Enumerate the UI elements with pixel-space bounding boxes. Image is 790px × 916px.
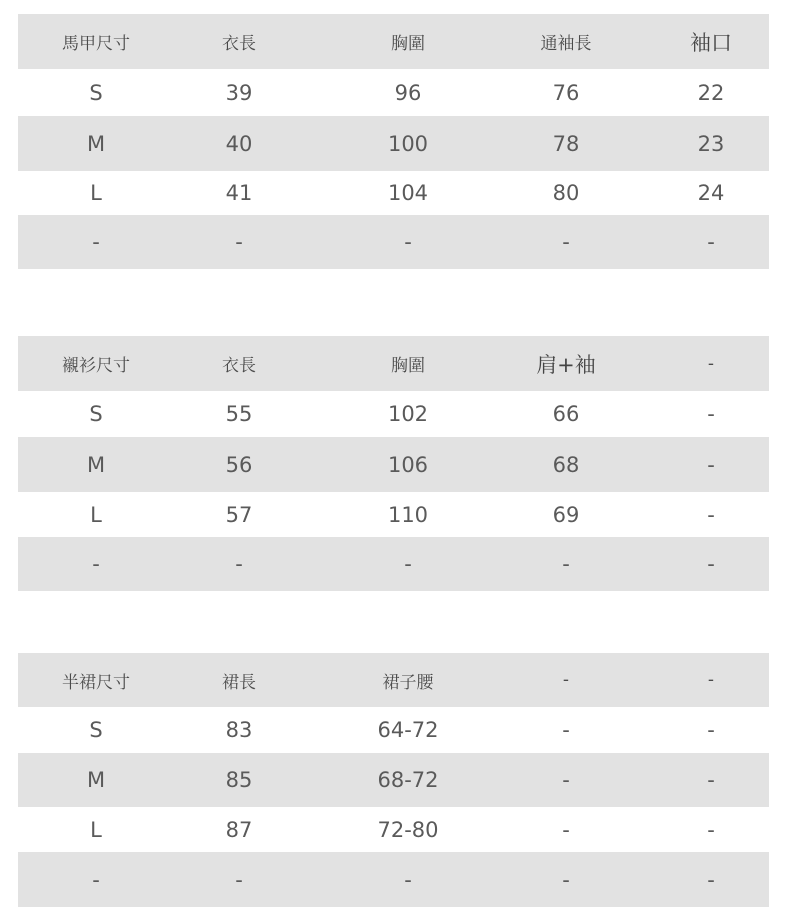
table-row: [18, 492, 769, 537]
table-cell: 55: [225, 402, 253, 426]
table-cell: S: [89, 718, 103, 742]
table-cell: S: [89, 402, 103, 426]
table-cell: -: [562, 552, 570, 576]
header-cell: 通袖長: [540, 34, 592, 54]
header-cell: 肩+袖: [536, 352, 596, 377]
table-cell: -: [92, 230, 100, 254]
table-row: [18, 391, 769, 437]
table-cell: 69: [552, 502, 580, 527]
table-row: [18, 116, 769, 171]
table-cell: 22: [697, 80, 725, 105]
header-cell: -: [707, 670, 715, 690]
table-cell: 100: [387, 131, 429, 156]
table-row: [18, 437, 769, 492]
table-cell: 56: [225, 452, 253, 477]
table-cell: 24: [697, 181, 725, 205]
table-cell: -: [404, 867, 412, 892]
table-cell: 66: [552, 402, 580, 426]
table-cell: 102: [387, 402, 429, 426]
table-cell: S: [89, 80, 103, 105]
table-cell: 57: [225, 502, 253, 527]
table-cell: 83: [225, 718, 253, 742]
table-cell: -: [92, 552, 100, 576]
header-cell: 袖口: [690, 30, 732, 55]
table-cell: M: [86, 768, 106, 792]
table-row: [18, 852, 769, 907]
table-cell: -: [707, 817, 715, 842]
table-cell: 106: [387, 452, 429, 477]
table-cell: -: [707, 867, 715, 892]
table-cell: 76: [552, 80, 580, 105]
table-cell: L: [90, 502, 102, 527]
header-cell: 馬甲尺寸: [62, 34, 130, 54]
table-header-row: [18, 336, 769, 391]
table-cell: 80: [552, 181, 580, 205]
table-cell: 68: [552, 452, 580, 477]
table-cell: -: [404, 552, 412, 576]
table-cell: 39: [225, 80, 253, 105]
table-cell: 87: [225, 817, 253, 842]
table-cell: 64-72: [377, 718, 439, 742]
shirt-size-table: [18, 336, 769, 591]
table-header-row: [18, 653, 769, 707]
header-cell: 裙子腰: [382, 672, 434, 693]
header-cell: 胸圍: [391, 34, 425, 54]
table-row: [18, 753, 769, 807]
table-cell: -: [235, 867, 243, 892]
header-cell: 半裙尺寸: [62, 672, 130, 693]
table-row: [18, 215, 769, 269]
table-row: [18, 807, 769, 852]
table-cell: -: [562, 867, 570, 892]
table-cell: 110: [387, 502, 429, 527]
header-cell: -: [562, 670, 570, 690]
header-cell: 衣長: [222, 356, 256, 376]
table-cell: -: [707, 718, 715, 742]
vest-size-table: [18, 14, 769, 269]
header-cell: 衣長: [222, 34, 256, 54]
table-cell: -: [707, 552, 715, 576]
table-row: [18, 69, 769, 116]
table-cell: -: [235, 230, 243, 254]
table-cell: -: [562, 817, 570, 842]
table-row: [18, 171, 769, 215]
table-cell: 72-80: [377, 817, 439, 842]
table-cell: -: [235, 552, 243, 576]
table-cell: -: [92, 867, 100, 892]
header-cell: 胸圍: [391, 356, 425, 376]
table-cell: -: [404, 230, 412, 254]
table-cell: 96: [394, 80, 422, 105]
table-cell: 23: [697, 131, 725, 156]
table-cell: 104: [387, 181, 429, 205]
table-cell: -: [707, 452, 715, 477]
table-cell: M: [86, 131, 106, 156]
table-row: [18, 537, 769, 591]
table-header-row: [18, 14, 769, 69]
table-cell: -: [562, 768, 570, 792]
header-cell: 裙長: [222, 672, 256, 693]
table-cell: 40: [225, 131, 253, 156]
skirt-size-table: [18, 653, 769, 907]
header-cell: -: [707, 353, 715, 374]
table-cell: 85: [225, 768, 253, 792]
table-cell: M: [86, 452, 106, 477]
table-cell: L: [90, 181, 102, 205]
table-cell: -: [707, 230, 715, 254]
table-cell: -: [707, 402, 715, 426]
table-cell: -: [707, 768, 715, 792]
table-cell: L: [90, 817, 102, 842]
header-cell: 襯衫尺寸: [62, 356, 130, 376]
table-row: [18, 707, 769, 753]
table-cell: 41: [225, 181, 253, 205]
table-cell: -: [562, 718, 570, 742]
table-cell: -: [707, 502, 715, 527]
table-cell: -: [562, 230, 570, 254]
table-cell: 78: [552, 131, 580, 156]
table-cell: 68-72: [377, 768, 439, 792]
